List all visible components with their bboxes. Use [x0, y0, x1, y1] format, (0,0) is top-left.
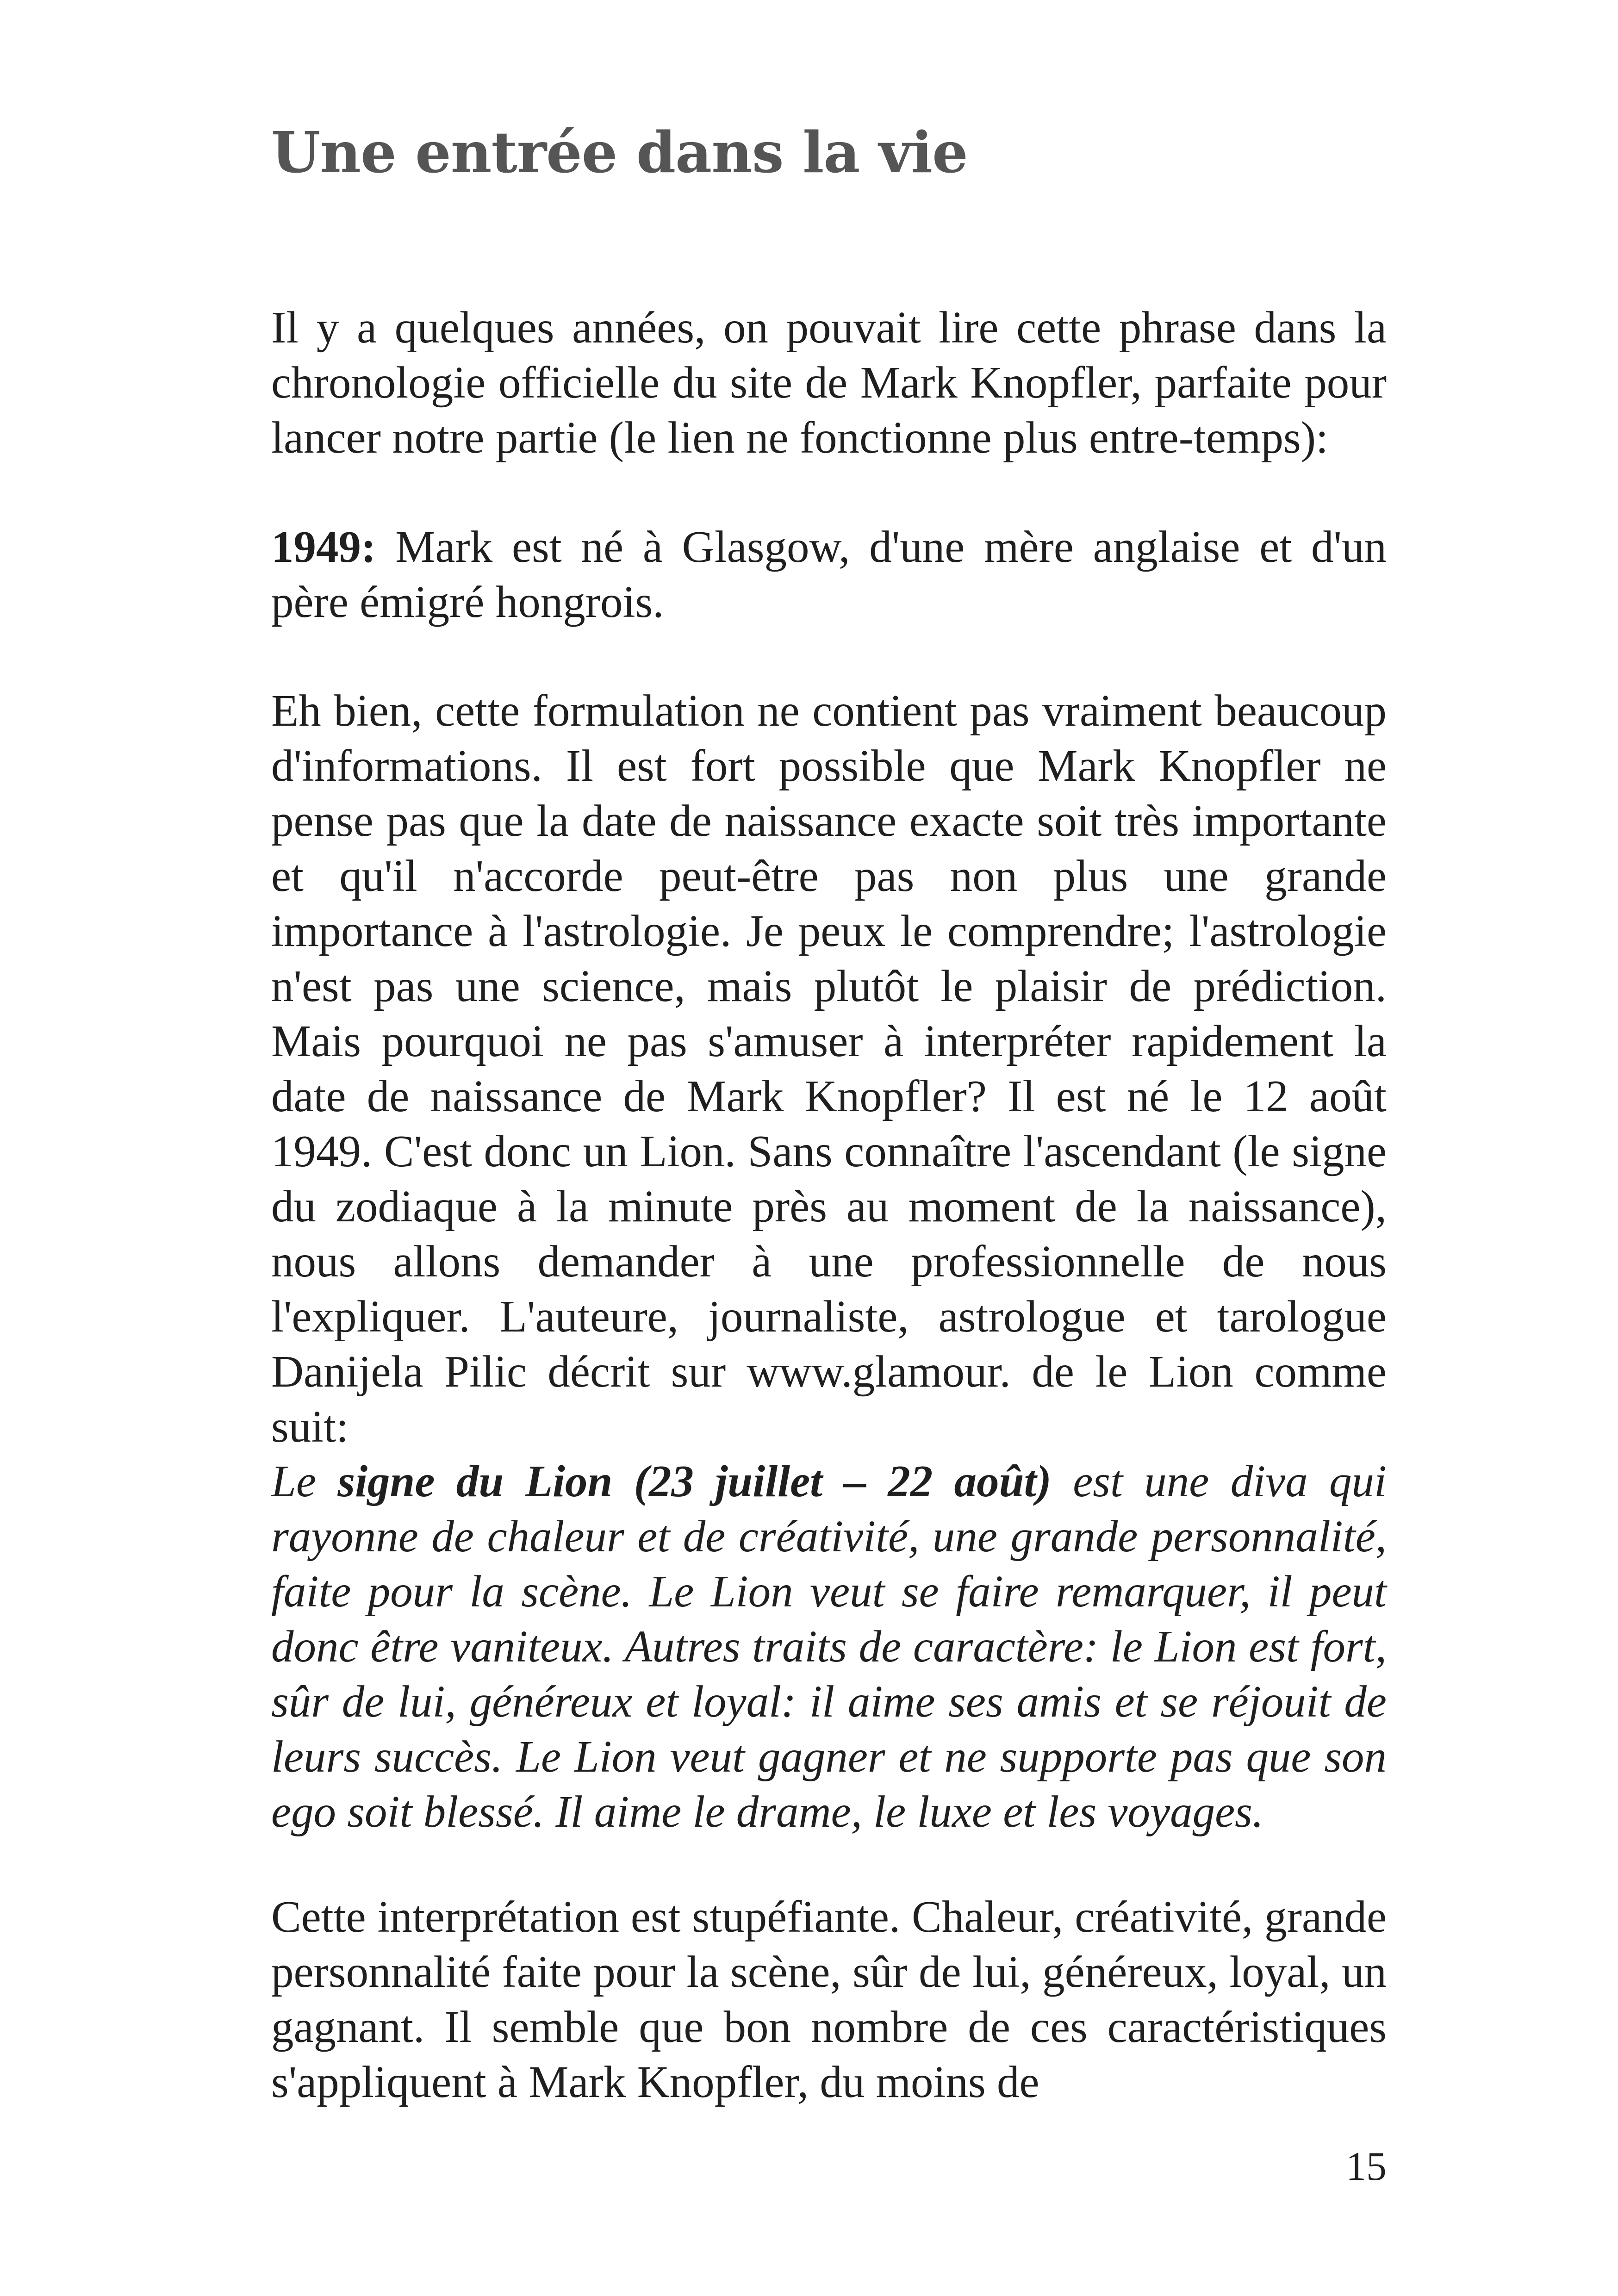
analysis-paragraph: Eh bien, cette formulation ne contient pas vraiment beaucoup d'informations. Il est fort possible que Mark Knopfler ne pense pas que la date de naissance exacte soit très importante et qu'il n'accorde peut-être pas non plus une grande importance à l'astrologie. Je peux le comprendre; l'astrologie n'est pas une science, mais plutôt le plaisir de prédiction. Mais pourquoi ne pas s'amuser à interpréter rapidement la date de naissance de Mark Knopfler? Il est né le 12 août 1949. C'est donc un Lion. Sans connaître l'ascendant (le signe du zodiaque à la minute près au moment de la naissance), nous allons demander à une professionnelle de nous l'expliquer. L'auteure, journaliste, astrologue et tarologue Danijela Pilic décrit sur www.glamour. de le Lion comme suit: [271, 686, 1387, 1451]
chronology-paragraph [271, 519, 1387, 629]
chronology-text: Mark est né à Glasgow, d'une mère anglaise et d'un père émigré hongrois. [271, 522, 1387, 627]
zodiac-sign-label: signe du Lion (23 juillet – 22 août) [337, 1456, 1052, 1506]
quote-start: Le [271, 1456, 338, 1506]
intro-paragraph: Il y a quelques années, on pouvait lire cette phrase dans la chronologie officielle du site de Mark Knopfler, parfaite pour lancer notre partie (le lien ne fonctionne plus entre-temps): [271, 303, 1387, 462]
chronology-year: 1949: [271, 522, 376, 572]
chapter-heading: Une entrée dans la vie [271, 119, 968, 186]
horoscope-quote [271, 1454, 1387, 1839]
page-number: 15 [1346, 2144, 1387, 2189]
conclusion-paragraph: Cette interprétation est stupéfiante. Chaleur, créativité, grande personnalité faite pour la scène, sûr de lui, généreux, loyal, un gagnant. Il semble que bon nombre de ces caractéristiques s'appliquent à Mark Knopfler, du moins de [271, 1892, 1387, 2107]
quote-text: est une diva qui rayonne de chaleur et de créativité, une grande personnalité, faite pour la scène. Le Lion veut se faire remarquer, il peut donc être vaniteux. Autres traits de caractère: le Lion est fort, sûr de lui, généreux et loyal: il aime ses amis et se réjouit de leurs succès. Le Lion veut gagner et ne supporte pas que son ego soit blessé. Il aime le drame, le luxe et les voyages. [271, 1456, 1387, 1836]
